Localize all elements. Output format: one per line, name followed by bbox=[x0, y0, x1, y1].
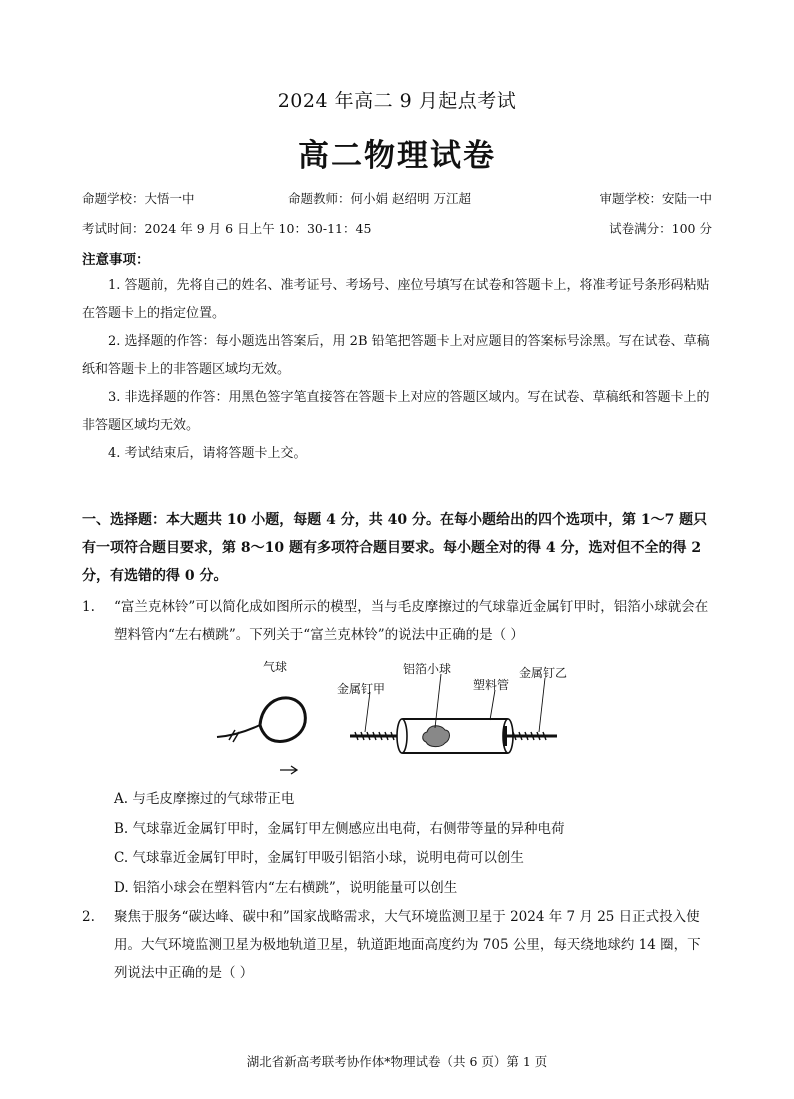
plastic-tube bbox=[400, 719, 510, 753]
label-foil-ball: 铝箔小球 bbox=[403, 662, 452, 676]
question-number: 2. bbox=[82, 909, 95, 925]
option-b: B. 气球靠近金属钉甲时，金属钉甲左侧感应出电荷，右侧带等量的异种电荷 bbox=[114, 821, 565, 837]
notice-heading: 注意事项： bbox=[82, 252, 150, 268]
page-title: 高二物理试卷 bbox=[298, 138, 496, 174]
question-number: 1. bbox=[82, 599, 95, 615]
time-info: 考试时间：2024 年 9 月 6 日上午 10：30-11：45 bbox=[82, 221, 372, 236]
label-nail-right: 金属钉乙 bbox=[519, 666, 568, 680]
franklin-bell-figure bbox=[205, 652, 585, 782]
question-2 bbox=[82, 903, 714, 987]
notice-item: 4. 考试结束后，请将答题卡上交。 bbox=[108, 446, 307, 461]
balloon-shape bbox=[260, 698, 305, 742]
school-info: 命题学校：大悟一中 bbox=[82, 191, 195, 206]
notice-item: 3. 非选择题的作答：用黑色签字笔直接答在答题卡上对应的答题区域内。写在试卷、草稿纸和答题卡上的非答题区域均无效。 bbox=[82, 390, 710, 433]
tube-left-end bbox=[397, 719, 407, 753]
motion-arrow-icon bbox=[280, 766, 297, 774]
leader-line bbox=[490, 690, 495, 720]
balloon-string bbox=[217, 725, 260, 737]
notice-item: 1. 答题前，先将自己的姓名、准考证号、考场号、座位号填写在试卷和答题卡上，将准考证号条形码粘贴在答题卡上的指定位置。 bbox=[82, 278, 710, 321]
reviewer-info: 审题学校：安陆一中 bbox=[599, 191, 712, 206]
option-d: D. 铝箔小球会在塑料管内“左右横跳”，说明能量可以创生 bbox=[114, 880, 458, 896]
label-balloon: 气球 bbox=[263, 660, 288, 674]
notice-item: 2. 选择题的作答：每小题选出答案后，用 2B 铅笔把答题卡上对应题目的答案标号涂黑。写在试卷、草稿纸和答题卡上的非答题区域均无效。 bbox=[82, 334, 710, 377]
notice-list bbox=[82, 272, 714, 468]
page-footer: 湖北省新高考联考协作体*物理试卷（共 6 页）第 1 页 bbox=[246, 1054, 548, 1069]
exam-title: 2024 年高二 9 月起点考试 bbox=[277, 90, 517, 112]
leader-line bbox=[365, 692, 370, 732]
section-instructions: 一、选择题：本大题共 10 小题，每题 4 分，共 40 分。在每小题给出的四个选项中，第 1～7 题只有一项符合题目要求，第 8～10 题有多项符合题目要求。每小题全对的得 4 分，选对但不全的得 2 分，有选错的得 0 分。 bbox=[82, 512, 708, 584]
score-info: 试卷满分：100 分 bbox=[609, 221, 712, 236]
label-nail-left: 金属钉甲 bbox=[337, 682, 386, 696]
teachers-info: 命题教师：何小娟 赵绍明 万江超 bbox=[288, 191, 471, 206]
question-1 bbox=[82, 593, 714, 649]
question-text: “富兰克林铃”可以简化成如图所示的模型，当与毛皮摩擦过的气球靠近金属钉甲时，铝箔小球就会在塑料管内“左右横跳”。下列关于“富兰克林铃”的说法中正确的是（ ） bbox=[114, 599, 709, 643]
leader-line bbox=[539, 678, 545, 732]
question-text: 聚焦于服务“碳达峰、碳中和”国家战略需求，大气环境监测卫星于 2024 年 7 月 25 日正式投入使用。大气环境监测卫星为极地轨道卫星，轨道距地面高度约为 705 公里，每天绕地球约 14 圈，下列说法中正确的是（ ） bbox=[114, 909, 701, 981]
option-c: C. 气球靠近金属钉甲时，金属钉甲吸引铝箔小球，说明电荷可以创生 bbox=[114, 850, 524, 866]
option-a: A. 与毛皮摩擦过的气球带正电 bbox=[114, 791, 295, 807]
label-tube: 塑料管 bbox=[473, 678, 510, 692]
